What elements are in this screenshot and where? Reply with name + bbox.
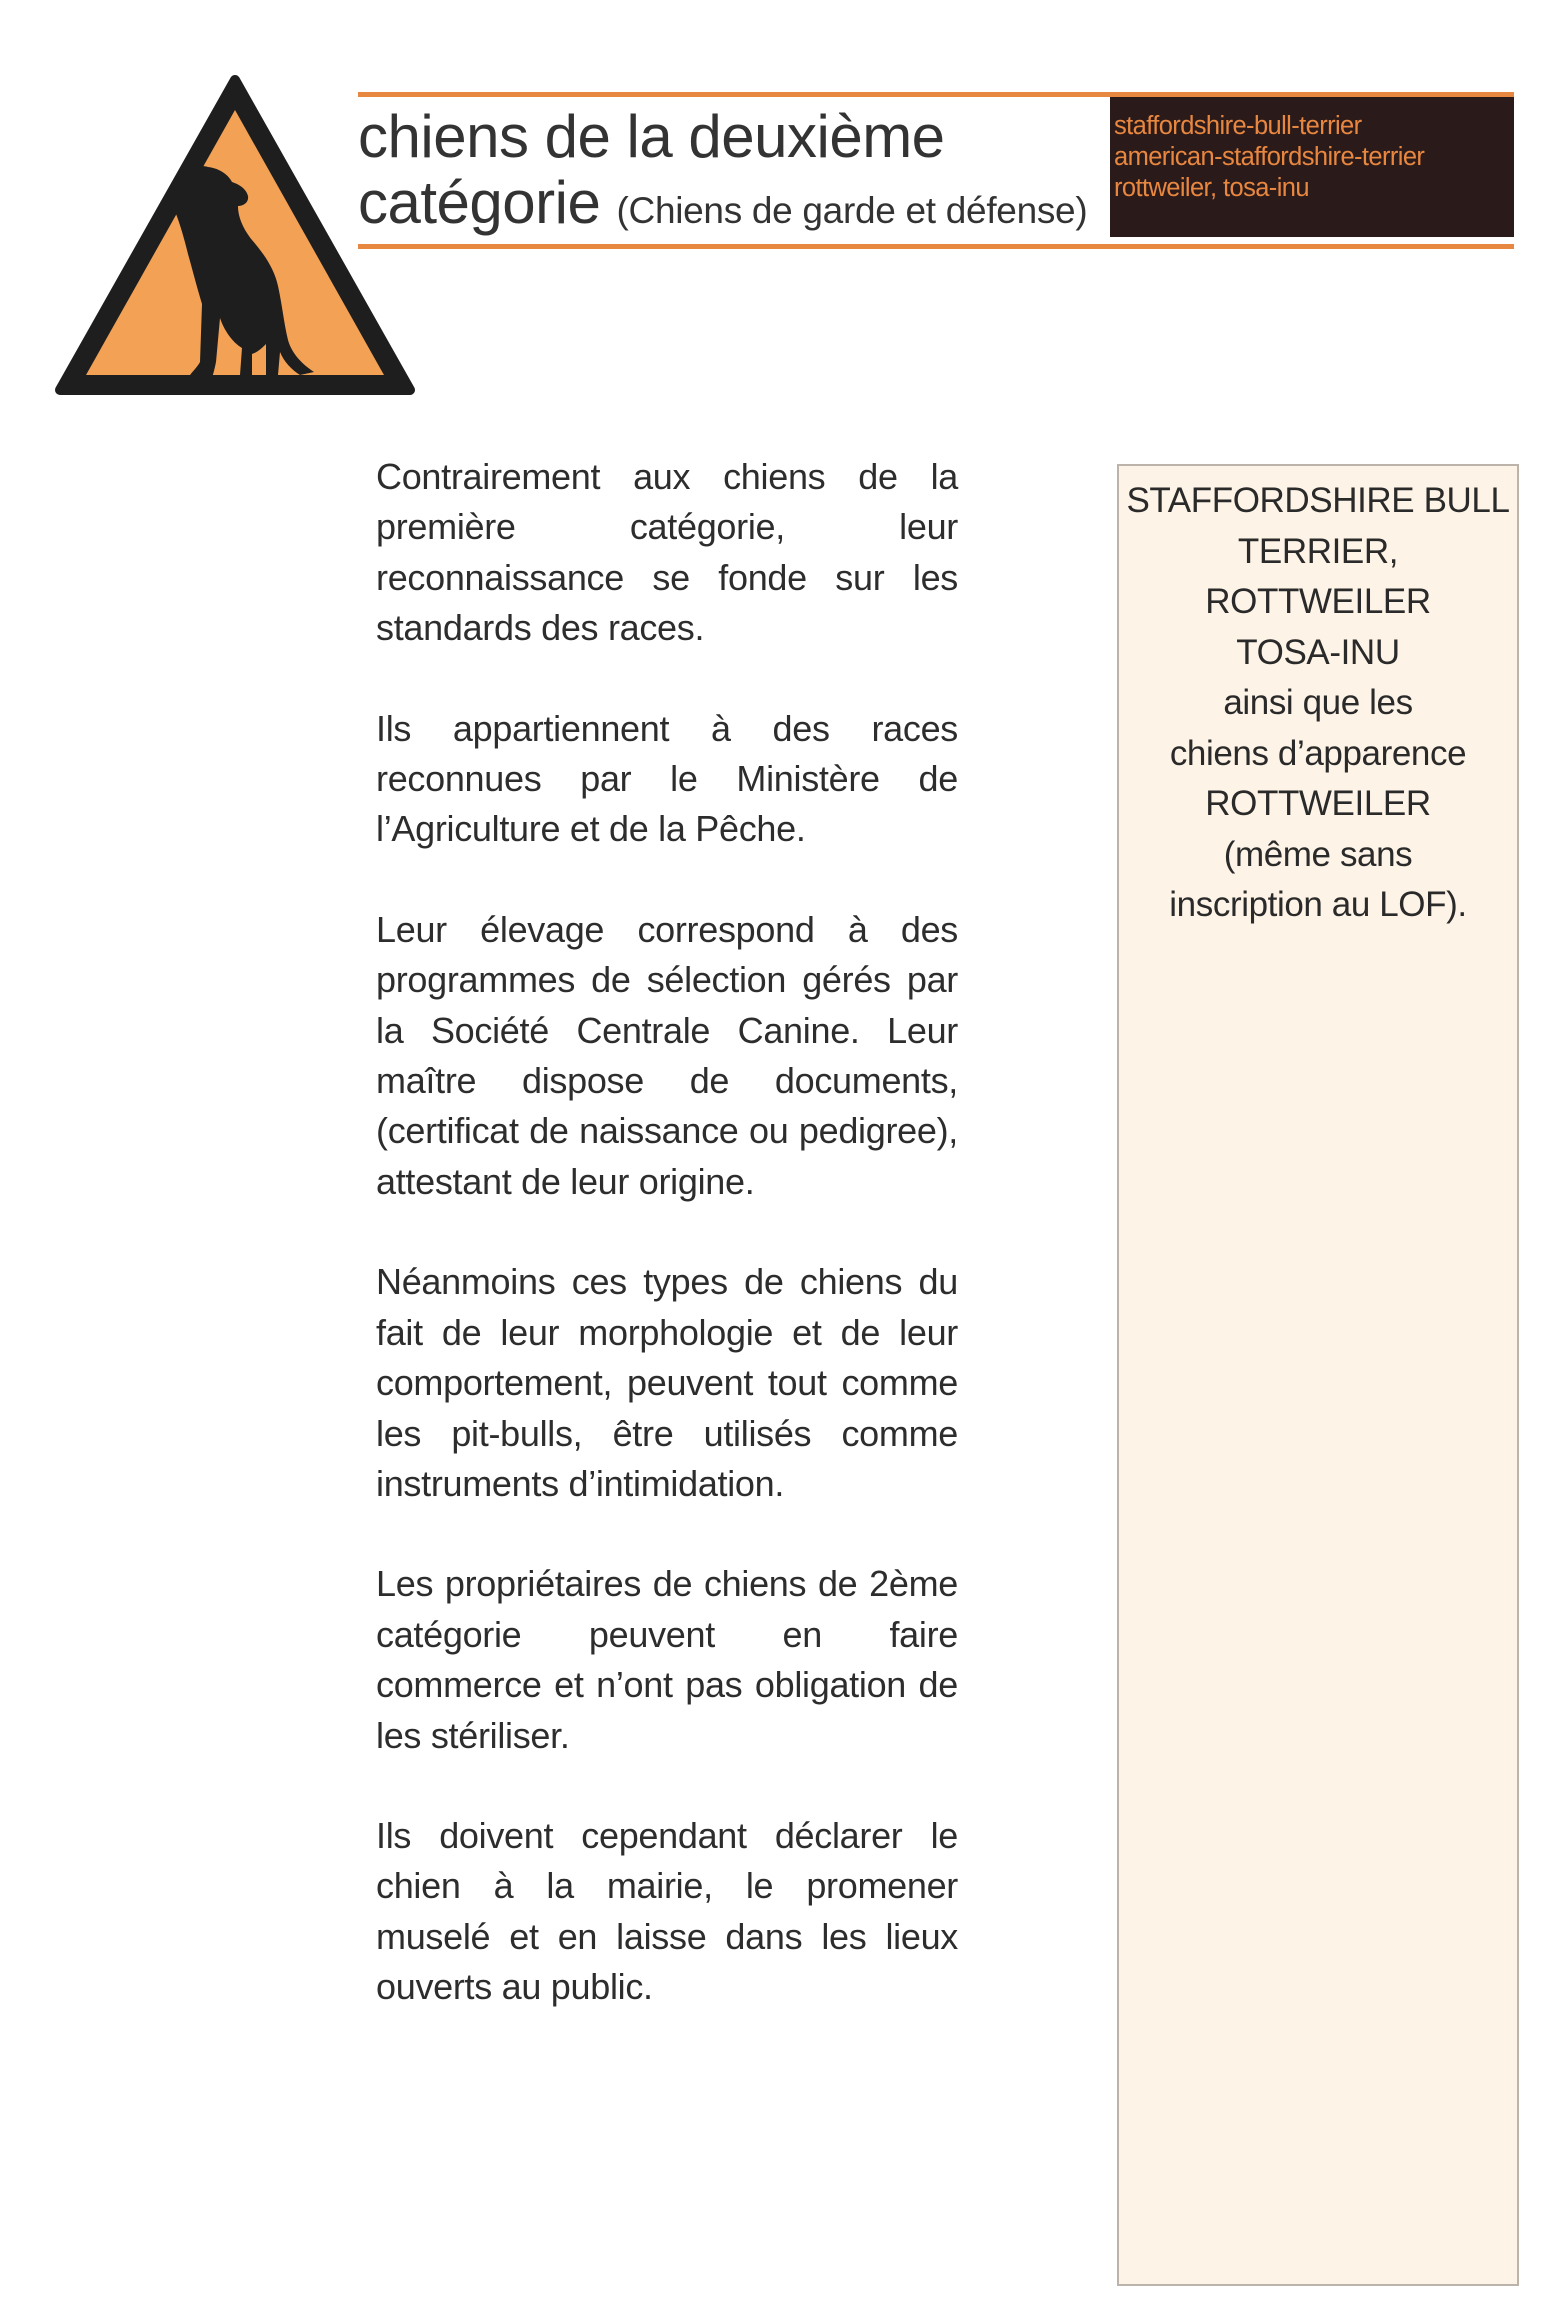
sidebox-line: chiens d’apparence: [1169, 733, 1467, 773]
sidebox-line: ROTTWEILER: [1205, 784, 1431, 823]
sidebox-line: inscription au LOF).: [1169, 885, 1467, 924]
header-band: [358, 92, 1514, 252]
sidebox-line: TOSA-INU: [1236, 632, 1400, 672]
body-paragraph: Contrairement aux chiens de la première catégorie, leur reconnaissance se fonde sur les standards des races.: [376, 456, 958, 649]
sidebox-line: STAFFORDSHIRE BULL: [1126, 481, 1510, 520]
body-paragraph: Ils doivent cependant déclarer le chien à la mairie, le promener muselé et en laisse dans les lieux ouverts au public.: [376, 1814, 958, 2008]
header-bottom-rule: [358, 244, 1514, 249]
breed-sidebox: [1117, 464, 1519, 2286]
breed-list-item: staffordshire-bull-terrier: [1114, 112, 1362, 140]
body-paragraph: Néanmoins ces types de chiens du fait de leur morphologie et de leur comportement, peuvent tout comme les pit-bulls, être utilisés comme instruments d’intimidation.: [376, 1261, 958, 1504]
sidebox-line: TERRIER,: [1237, 531, 1399, 571]
breed-list-item: rottweiler, tosa-inu: [1114, 174, 1309, 202]
sidebox-line: ainsi que les: [1223, 683, 1413, 722]
body-paragraph: Ils appartiennent à des races reconnues par le Ministère de l’Agriculture et de la Pêche.: [376, 707, 958, 850]
title-line-2: [358, 170, 1118, 244]
body-text-column: [376, 452, 958, 2063]
breed-list-box: [1110, 97, 1514, 237]
title-line-1: chiens de la deuxième: [358, 103, 945, 170]
body-paragraph: Les propriétaires de chiens de 2ème catégorie peuvent en faire commerce et n’ont pas obligation de les stériliser.: [376, 1563, 958, 1756]
sidebox-line: ROTTWEILER: [1205, 582, 1431, 621]
sidebox-line: (même sans: [1223, 834, 1413, 874]
body-paragraph: Leur élevage correspond à des programmes de sélection gérés par la Société Centrale Canine. Leur maître dispose de documents, (certificat de naissance ou pedigree), attestant de leur origine.: [376, 908, 958, 1202]
page-subtitle: (Chiens de garde et défense): [616, 190, 1088, 231]
page-title: [358, 104, 1118, 244]
breed-list-item: american-staffordshire-terrier: [1114, 143, 1425, 171]
title-category-word: catégorie: [358, 169, 601, 236]
